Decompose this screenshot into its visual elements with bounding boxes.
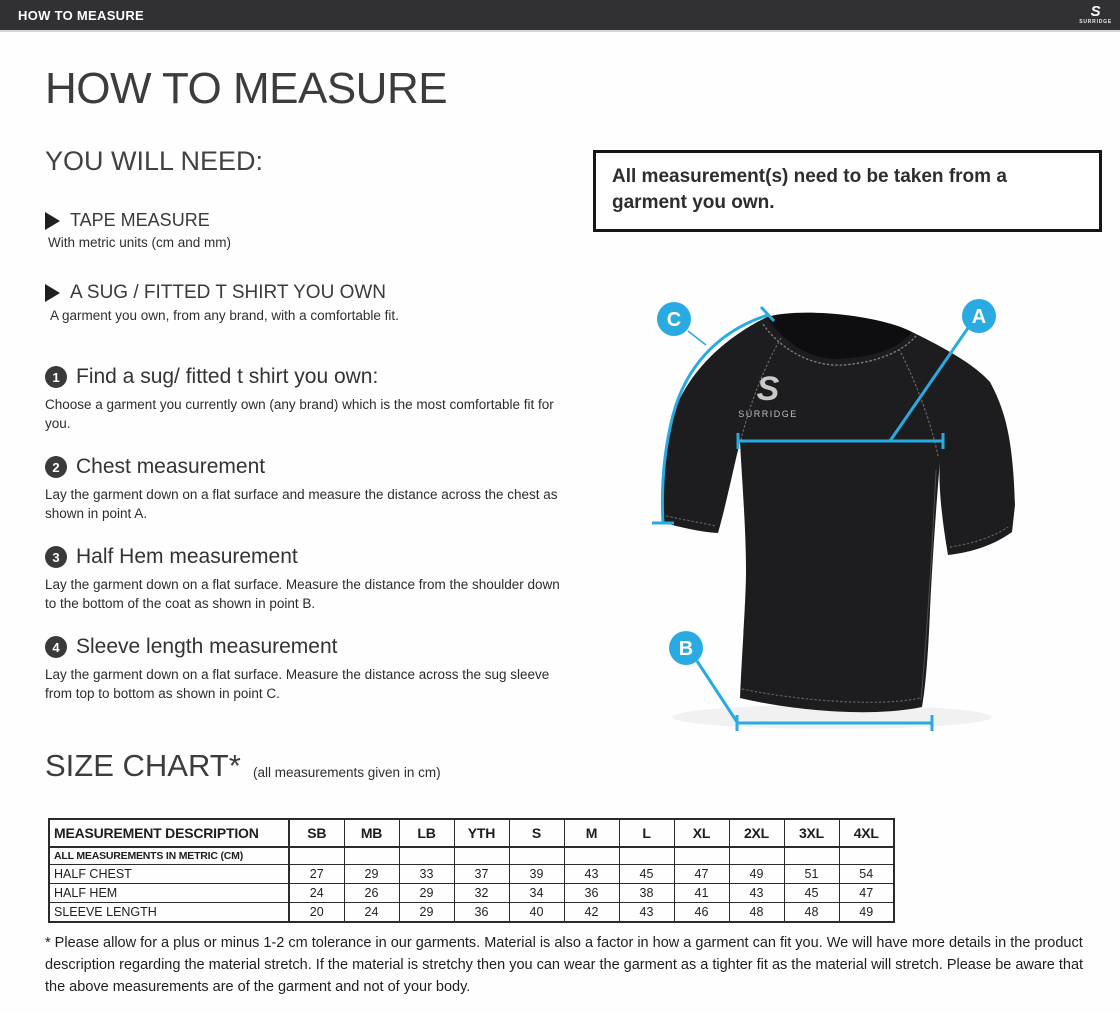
empty-cell [674,847,729,865]
triangle-bullet-icon [45,284,60,302]
size-column-header: MB [344,819,399,847]
empty-cell [509,847,564,865]
size-column-header: LB [399,819,454,847]
measurement-value-cell: 29 [399,884,454,903]
measurement-value-cell: 33 [399,865,454,884]
step-body: Lay the garment down on a flat surface. Measure the distance across the sug sleeve from top to bottom as shown in point C. [45,667,550,702]
step-title: Chest measurement [76,455,266,478]
need-item-label: TAPE MEASURE [70,210,210,230]
measurement-value-cell: 43 [619,903,674,923]
size-column-header: M [564,819,619,847]
size-table-row [49,903,894,923]
measurement-label-cell: SLEEVE LENGTH [49,903,289,923]
size-column-header: S [509,819,564,847]
size-column-header: SB [289,819,344,847]
step-title: Sleeve length measurement [76,635,338,658]
top-bar-title: HOW TO MEASURE [18,7,145,23]
measurement-value-cell: 36 [564,884,619,903]
empty-cell [399,847,454,865]
size-table-header-row [49,819,894,847]
empty-cell [729,847,784,865]
shirt-diagram-svg [600,270,1120,810]
label-b-text: B [678,638,694,660]
measurement-value-cell: 38 [619,884,674,903]
measurement-value-cell: 43 [564,865,619,884]
step-number-badge: 2 [45,456,67,478]
measurement-value-cell: 29 [344,865,399,884]
shirt-silhouette [663,315,1015,713]
empty-cell [289,847,344,865]
measurement-value-cell: 49 [729,865,784,884]
surridge-s-glyph: S [1090,3,1101,21]
need-item-note: With metric units (cm and mm) [48,235,232,250]
step-title: Half Hem measurement [76,545,298,568]
top-bar-divider [0,30,1120,32]
size-column-header: 4XL [839,819,894,847]
metric-note-row [49,847,894,865]
step-3 [45,545,585,613]
size-table-row [49,865,894,884]
measurement-value-cell: 27 [289,865,344,884]
surridge-brand-text: SURRIDGE [1079,18,1112,25]
empty-cell [564,847,619,865]
surridge-logo-icon [1079,5,1112,25]
measurement-value-cell: 36 [454,903,509,923]
shirt-logo-s: S [756,370,780,408]
measurement-value-cell: 20 [289,903,344,923]
measurement-value-cell: 39 [509,865,564,884]
size-chart-heading: SIZE CHART* [45,748,241,783]
measurement-value-cell: 45 [619,865,674,884]
tolerance-footnote: * Please allow for a plus or minus 1-2 cm tolerance in our garments. Material is also a factor in how a garment can fit you. We will have more details in the product description regarding the material stretch. If the material is stretchy then you can wear the garment as a tighter fit as the material will stretch. Please be aware that the above measurements are of the garment and not of your body. [45,935,1084,995]
measurement-value-cell: 32 [454,884,509,903]
measurement-value-cell: 45 [784,884,839,903]
measurement-description-header: MEASUREMENT DESCRIPTION [49,819,289,847]
shirt-illustration [663,313,1015,713]
empty-cell [784,847,839,865]
measurement-label-cell: HALF HEM [49,884,289,903]
measurement-value-cell: 42 [564,903,619,923]
measurement-value-cell: 54 [839,865,894,884]
size-table-body [49,847,894,922]
empty-cell [839,847,894,865]
measurement-value-cell: 24 [289,884,344,903]
measurement-value-cell: 48 [729,903,784,923]
size-column-header: 2XL [729,819,784,847]
measurement-value-cell: 41 [674,884,729,903]
step-1 [45,365,585,433]
shirt-logo-text: SURRIDGE [738,409,798,419]
you-will-need-heading: YOU WILL NEED: [45,146,264,176]
measurement-value-cell: 47 [674,865,729,884]
need-item-note: A garment you own, from any brand, with a comfortable fit. [50,308,399,323]
measurement-value-cell: 46 [674,903,729,923]
step-4 [45,635,585,703]
measurement-value-cell: 51 [784,865,839,884]
triangle-bullet-icon [45,212,60,230]
measurement-value-cell: 34 [509,884,564,903]
empty-cell [344,847,399,865]
size-column-header: YTH [454,819,509,847]
measurement-value-cell: 40 [509,903,564,923]
size-column-header: XL [674,819,729,847]
need-item-fitted-tshirt [45,282,399,323]
step-body: Choose a garment you currently own (any brand) which is the most comfortable fit for you. [45,397,554,432]
label-c-text: C [666,309,682,331]
measurement-value-cell: 24 [344,903,399,923]
metric-note-cell: ALL MEASUREMENTS IN METRIC (CM) [49,847,289,865]
need-item-label: A SUG / FITTED T SHIRT YOU OWN [70,282,387,303]
page-title: HOW TO MEASURE [45,64,448,113]
size-chart-table [48,818,895,923]
measurement-value-cell: 48 [784,903,839,923]
measure-c-pointer-line [688,331,706,345]
step-title: Find a sug/ fitted t shirt you own: [76,365,379,388]
step-body: Lay the garment down on a flat surface and measure the distance across the chest as shown in point A. [45,487,558,522]
size-table-row [49,884,894,903]
callout-text: All measurement(s) need to be taken from a garment you own. [612,166,1007,213]
step-number-badge: 1 [45,366,67,388]
measurement-value-cell: 49 [839,903,894,923]
shirt-measurement-diagram [600,270,1120,810]
measurement-callout-box [593,150,1102,232]
measurement-value-cell: 43 [729,884,784,903]
top-bar [0,0,1120,30]
measurement-value-cell: 37 [454,865,509,884]
empty-cell [619,847,674,865]
step-number-badge: 3 [45,546,67,568]
size-chart-note: (all measurements given in cm) [253,765,441,780]
measurement-label-cell: HALF CHEST [49,865,289,884]
step-body: Lay the garment down on a flat surface. Measure the distance from the shoulder down to the bottom of the coat as shown in point B. [45,577,560,612]
measurement-value-cell: 26 [344,884,399,903]
measurement-value-cell: 47 [839,884,894,903]
step-number-badge: 4 [45,636,67,658]
size-column-header: L [619,819,674,847]
need-item-tape-measure [45,210,231,250]
measurement-value-cell: 29 [399,903,454,923]
label-a-text: A [971,306,987,328]
empty-cell [454,847,509,865]
step-2 [45,455,585,523]
size-column-header: 3XL [784,819,839,847]
